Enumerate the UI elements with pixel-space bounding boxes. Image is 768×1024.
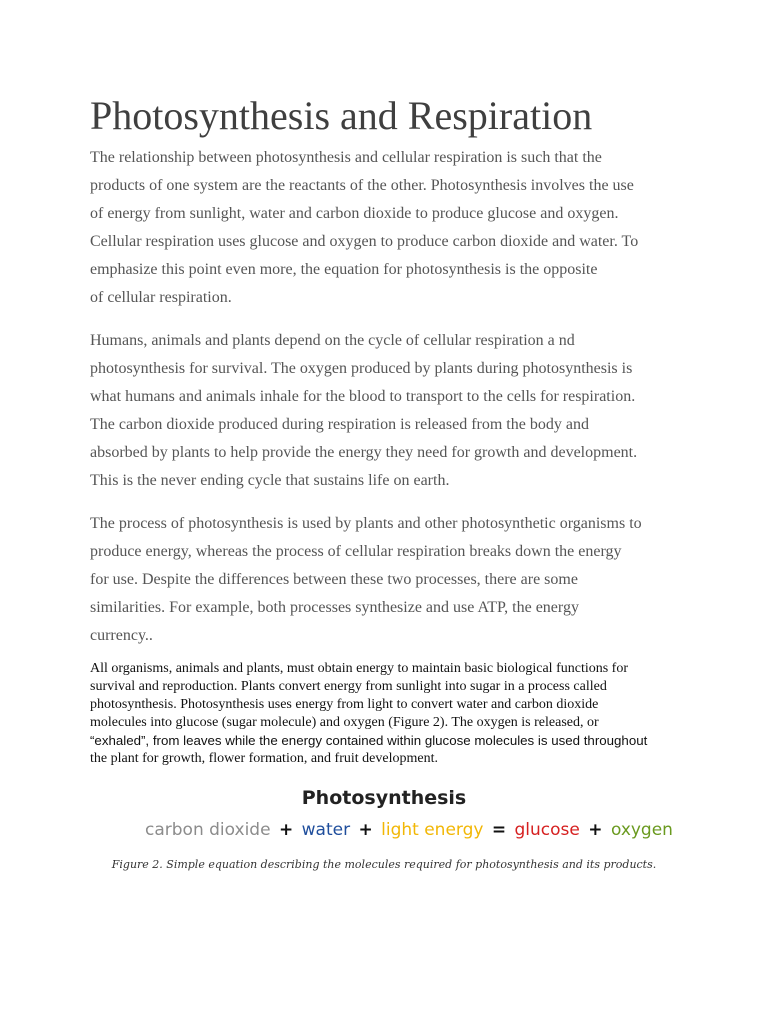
paragraph-relationship [90, 144, 638, 312]
text-line: survival and reproduction. Plants convert energy from sunlight into sugar in a process called [90, 679, 607, 694]
equals-operator: = [491, 820, 507, 840]
photosynthesis-equation [145, 817, 673, 843]
text-line: The carbon dioxide produced during respiration is released from the body and [90, 416, 589, 433]
paragraph-organisms [90, 660, 647, 768]
figure-caption: Figure 2. Simple equation describing the molecules required for photosynthesis and its products. [111, 858, 657, 871]
text-line: similarities. For example, both processes synthesize and use ATP, the energy [90, 599, 579, 616]
text-line: emphasize this point even more, the equation for photosynthesis is the opposite [90, 261, 598, 278]
text-line: “exhaled”, from leaves while the energy contained within glucose molecules is used throughout [90, 733, 648, 748]
text-line: products of one system are the reactants of the other. Photosynthesis involves the use [90, 177, 634, 194]
figure-title: Photosynthesis [301, 787, 467, 809]
text-line: absorbed by plants to help provide the energy they need for growth and development. [90, 444, 638, 461]
text-line: currency.. [90, 627, 153, 644]
text-line: of cellular respiration. [90, 289, 232, 306]
plus-operator: + [278, 820, 294, 840]
text-line: Humans, animals and plants depend on the cycle of cellular respiration a nd [90, 332, 575, 349]
text-line: photosynthesis for survival. The oxygen produced by plants during photosynthesis is [90, 360, 633, 377]
text-line: photosynthesis. Photosynthesis uses energy from light to convert water and carbon dioxide [90, 697, 599, 712]
term-glucose: glucose [514, 820, 580, 840]
text-line: what humans and animals inhale for the blood to transport to the cells for respiration. [90, 388, 636, 405]
text-line: All organisms, animals and plants, must obtain energy to maintain basic biological functions for [90, 661, 629, 676]
text-line: for use. Despite the differences between these two processes, there are some [90, 571, 578, 588]
term-oxygen: oxygen [610, 820, 673, 840]
paragraph-cycle [90, 327, 637, 495]
page-title: Photosynthesis and Respiration [90, 93, 593, 138]
text-line: of energy from sunlight, water and carbon dioxide to produce glucose and oxygen. [90, 205, 619, 222]
text-line: Cellular respiration uses glucose and oxygen to produce carbon dioxide and water. To [90, 233, 639, 250]
text-line: produce energy, whereas the process of cellular respiration breaks down the energy [90, 543, 622, 560]
text-line: This is the never ending cycle that sustains life on earth. [90, 472, 450, 489]
text-line: the plant for growth, flower formation, and fruit development. [90, 751, 438, 766]
term-carbon-dioxide: carbon dioxide [145, 820, 271, 840]
plus-operator: + [358, 820, 373, 840]
text-line: The process of photosynthesis is used by plants and other photosynthetic organisms to [90, 515, 642, 532]
term-water: water [301, 820, 351, 840]
term-light-energy: light energy [381, 820, 484, 840]
text-line: molecules into glucose (sugar molecule) and oxygen (Figure 2). The oxygen is released, or [90, 715, 599, 730]
text-line: The relationship between photosynthesis and cellular respiration is such that the [90, 149, 602, 166]
paragraph-process [90, 510, 642, 650]
plus-operator: + [588, 820, 603, 840]
